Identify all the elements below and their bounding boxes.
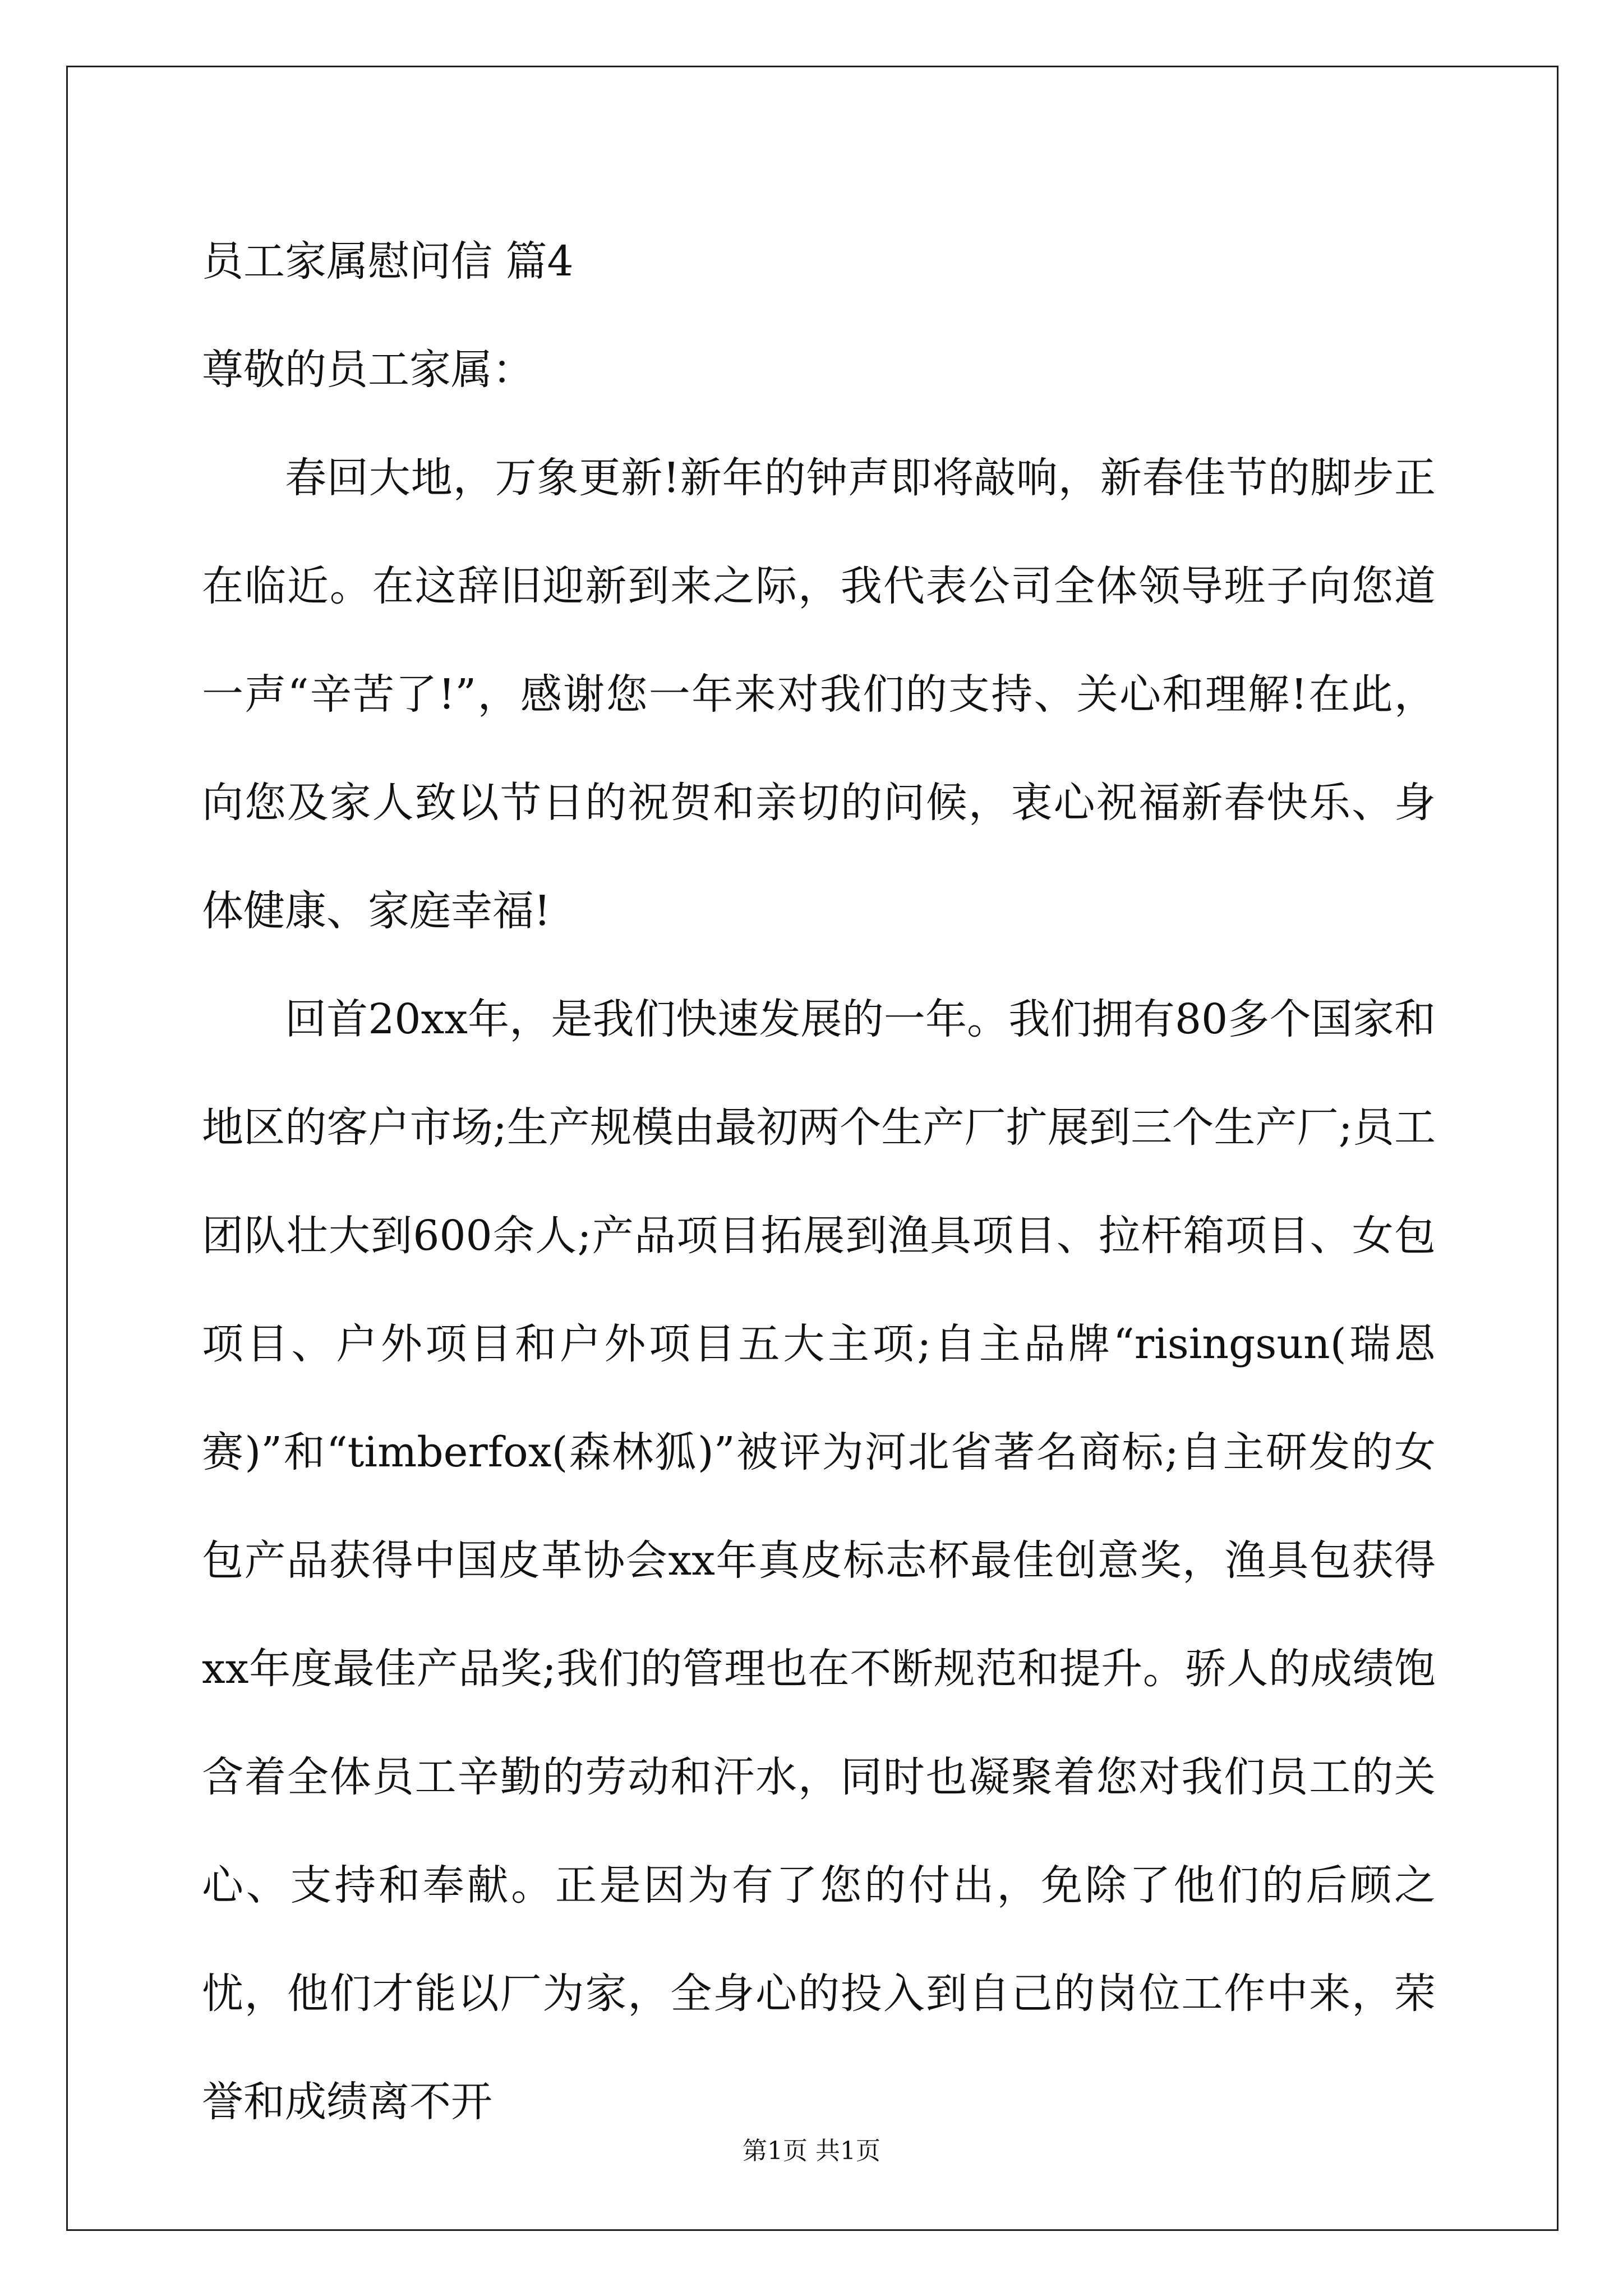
salutation: 尊敬的员工家属： <box>202 346 534 394</box>
paragraph-greeting: 春回大地，万象更新!新年的钟声即将敲响，新春佳节的脚步正在临近。在这辞旧迎新到来之际，我代表公司全体领导班子向您道一声“辛苦了!”，感谢您一年来对我们的支持、关心和理解!在此，向您及家人致以节日的祝贺和亲切的问候，衷心祝福新春快乐、身体健康、家庭幸福! <box>202 454 1436 935</box>
document-title: 员工家属慰问信 篇4 <box>202 237 574 286</box>
page-footer: 第1页 共1页 <box>743 2137 880 2165</box>
paragraph-review: 回首20xx年，是我们快速发展的一年。我们拥有80多个国家和地区的客户市场;生产规模由最初两个生产厂扩展到三个生产厂;员工团队壮大到600余人;产品项目拓展到渔具项目、拉杆箱项目、女包项目、户外项目和户外项目五大主项;自主品牌“risingsun(瑞恩赛)”和“timberfox(森林狐)”被评为河北省著名商标;自主研发的女包产品获得中国皮革协会xx年真皮标志杯最佳创意奖，渔具包获得xx年度最佳产品奖;我们的管理也在不断规范和提升。骄人的成绩饱含着全体员工辛勤的劳动和汗水，同时也凝聚着您对我们员工的关心、支持和奉献。正是因为有了您的付出，免除了他们的后顾之忧，他们才能以厂为家，全身心的投入到自己的岗位工作中来，荣誉和成绩离不开 <box>202 995 1436 2126</box>
document-body <box>202 208 1436 2156</box>
